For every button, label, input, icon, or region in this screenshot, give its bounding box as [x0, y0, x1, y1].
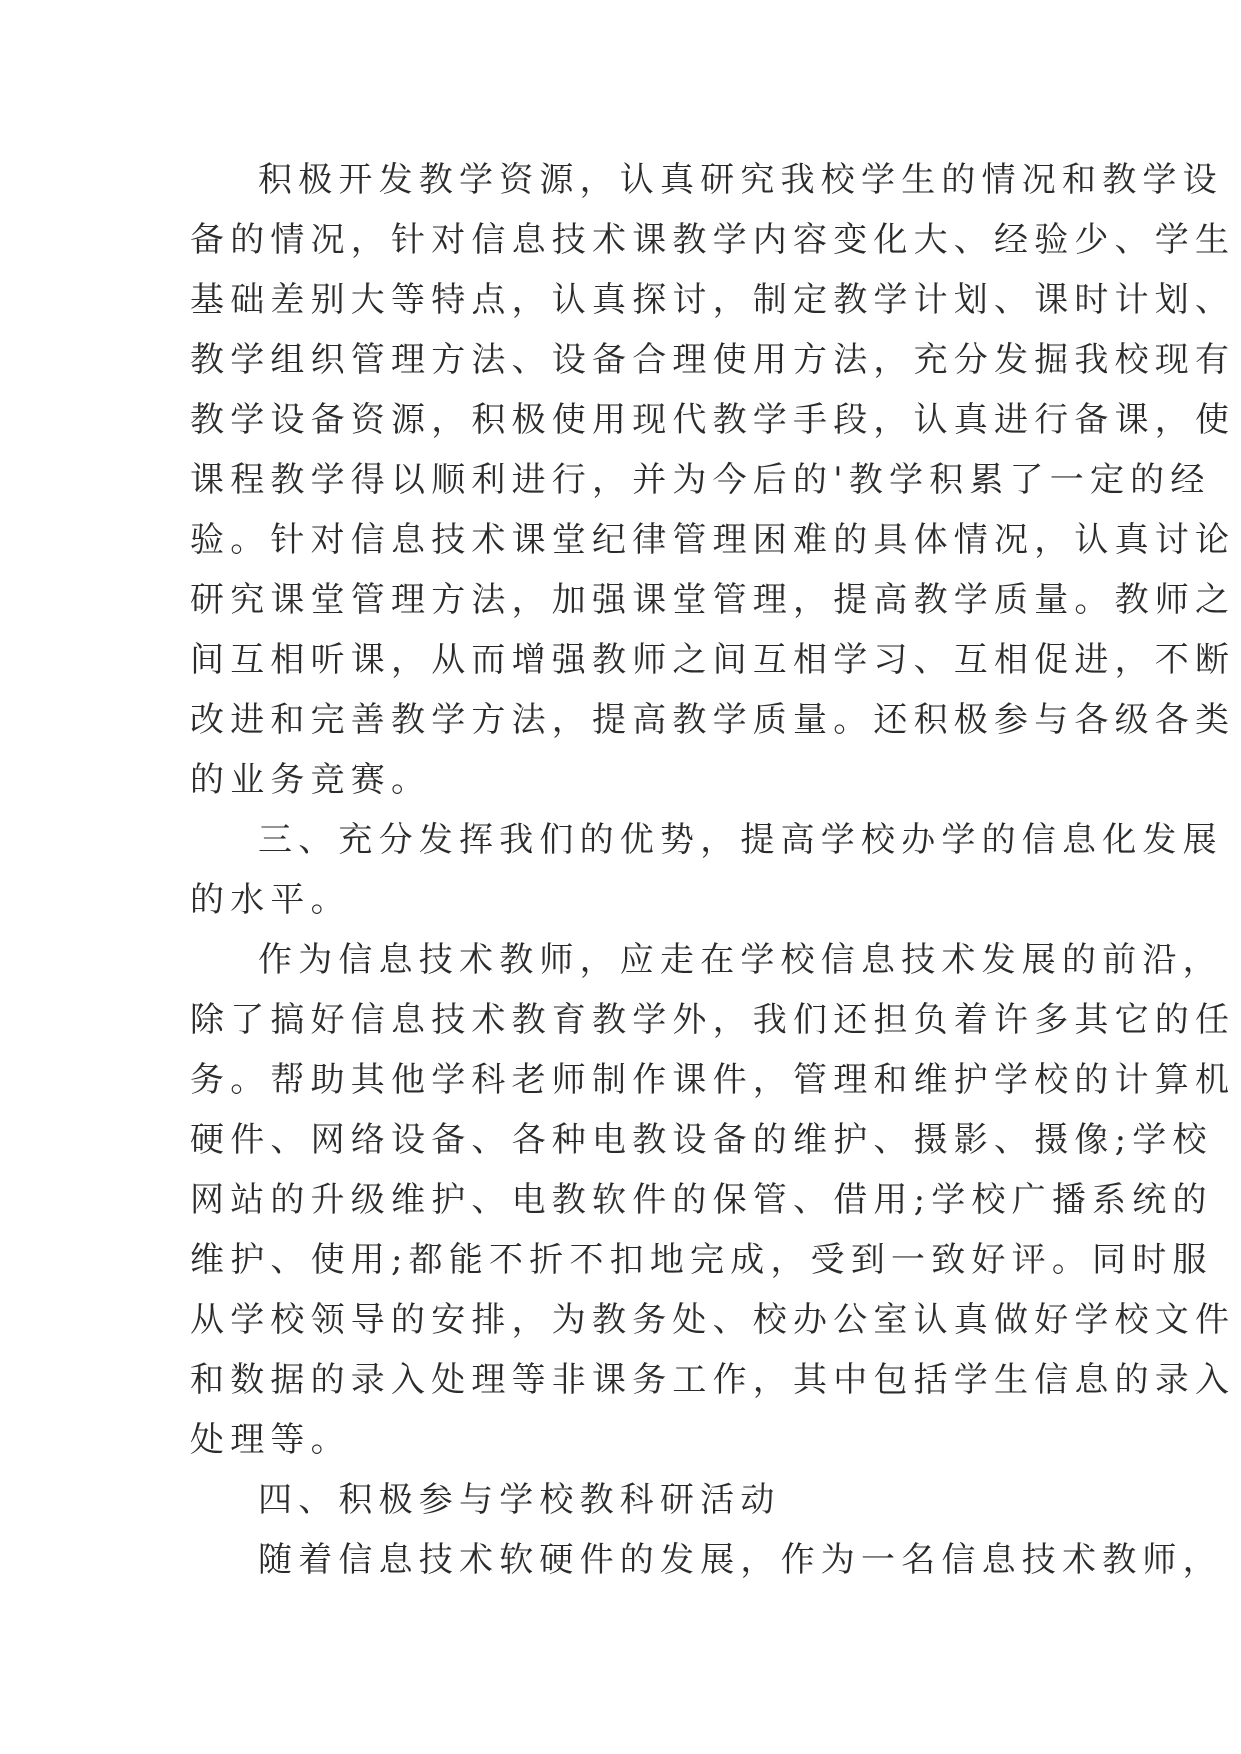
text-line: 四、积极参与学校教科研活动	[258, 1480, 781, 1520]
text-line: 改进和完善教学方法，提高教学质量。还积极参与各级各类	[190, 700, 1236, 740]
text-line: 从学校领导的安排，为教务处、校办公室认真做好学校文件	[190, 1300, 1236, 1340]
text-line: 维护、使用;都能不折不扣地完成，受到一致好评。同时服	[190, 1240, 1213, 1280]
text-line: 网站的升级维护、电教软件的保管、借用;学校广播系统的	[190, 1180, 1213, 1220]
text-line: 的水平。	[190, 880, 351, 920]
text-line: 教学设备资源，积极使用现代教学手段，认真进行备课，使	[190, 400, 1236, 440]
section-heading-three	[190, 810, 1223, 930]
text-line: 务。帮助其他学科老师制作课件，管理和维护学校的计算机	[190, 1060, 1236, 1100]
text-line: 作为信息技术教师，应走在学校信息技术发展的前沿，	[258, 940, 1223, 980]
paragraph-software-development	[190, 1530, 1223, 1590]
text-line: 的业务竞赛。	[190, 760, 432, 800]
paragraph-it-teacher-duties	[190, 930, 1236, 1470]
text-line: 除了搞好信息技术教育教学外，我们还担负着许多其它的任	[190, 1000, 1236, 1040]
document-body	[190, 150, 1236, 1590]
text-line: 硬件、网络设备、各种电教设备的维护、摄影、摄像;学校	[190, 1120, 1213, 1160]
text-line: 基础差别大等特点，认真探讨，制定教学计划、课时计划、	[190, 280, 1236, 320]
text-line: 验。针对信息技术课堂纪律管理困难的具体情况，认真讨论	[190, 520, 1236, 560]
text-line: 三、充分发挥我们的优势，提高学校办学的信息化发展	[258, 820, 1223, 860]
text-line: 备的情况，针对信息技术课教学内容变化大、经验少、学生	[190, 220, 1236, 260]
text-line: 教学组织管理方法、设备合理使用方法，充分发掘我校现有	[190, 340, 1236, 380]
paragraph-teaching-resources	[190, 150, 1236, 810]
text-line: 处理等。	[190, 1420, 351, 1460]
text-line: 积极开发教学资源，认真研究我校学生的情况和教学设	[258, 160, 1223, 200]
text-line: 间互相听课，从而增强教师之间互相学习、互相促进，不断	[190, 640, 1236, 680]
text-line: 研究课堂管理方法，加强课堂管理，提高教学质量。教师之	[190, 580, 1236, 620]
section-heading-four	[190, 1470, 1050, 1530]
text-line: 课程教学得以顺利进行，并为今后的'教学积累了一定的经	[190, 460, 1211, 500]
text-line: 随着信息技术软硬件的发展，作为一名信息技术教师，	[258, 1540, 1223, 1580]
text-line: 和数据的录入处理等非课务工作，其中包括学生信息的录入	[190, 1360, 1236, 1400]
